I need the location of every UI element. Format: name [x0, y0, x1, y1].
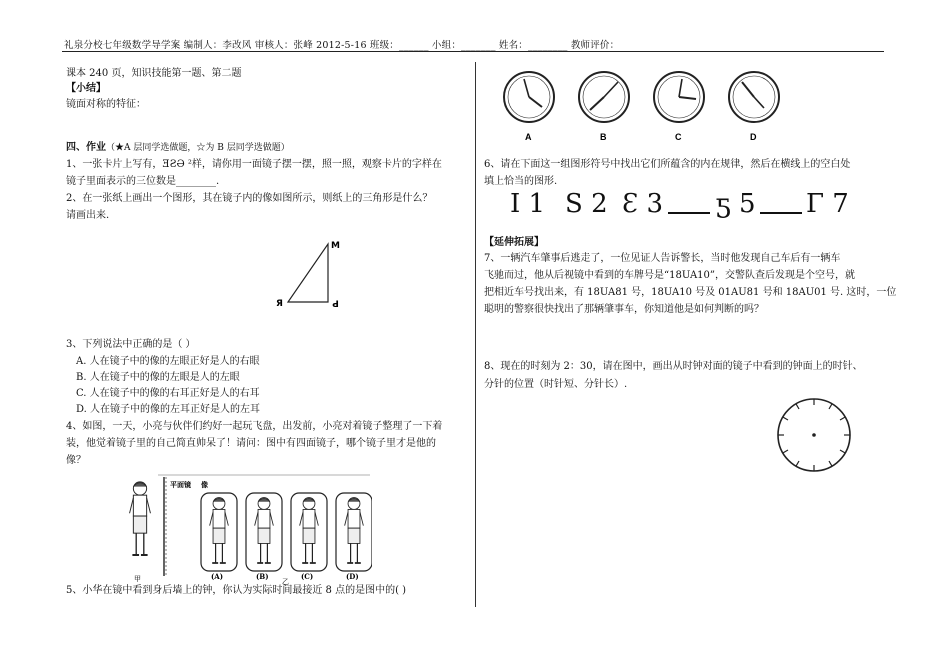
header-rule [62, 51, 884, 52]
option-c-label: (C) [301, 572, 314, 581]
triangle-label-right: Ԁ [332, 300, 339, 310]
plane-mirror-label: 平面镜 [170, 480, 191, 489]
clock-b [579, 72, 629, 122]
q6-symbol-2: S 2 [565, 189, 608, 219]
q4-line2: 装，他觉着镜子里的自己简直帅呆了！请问：图中有四面镜子，哪个镜子里才是他的 [66, 438, 436, 449]
image-label: 像 [201, 480, 208, 489]
q3-option-c: C. 人在镜子中的像的右耳正好是人的右耳 [76, 388, 260, 399]
mirror-figure-q4 [120, 473, 372, 585]
q5-line: 5、小华在镜中看到身后墙上的钟，你认为实际时间最接近 8 点的是图中的( ) [66, 585, 407, 596]
boy-figure [130, 482, 151, 555]
summary-title: 【小结】 [66, 83, 106, 94]
clock-d [729, 72, 779, 122]
figure-caption-yi: 乙 [282, 578, 289, 585]
textbook-reference: 课本 240 页，知识技能第一题、第二题 [66, 68, 242, 79]
option-a-panel [201, 493, 237, 571]
figure-label-jia: 甲 [134, 575, 141, 583]
summary-prompt: 镜面对称的特征： [66, 99, 146, 110]
clock-center-dot [812, 433, 816, 437]
q7-line2: 飞驰而过，他从后视镜中看到的车牌号是“18UA10”，交警队查后发现是个空号，就 [484, 270, 856, 281]
q7-line3: 把相近车号找出来，有 18UA81 号，18UA10 号及 01AU81 号和 18AU01 号. 这时，一位 [484, 287, 897, 298]
option-d-label: (D) [346, 572, 359, 581]
clock-a [504, 72, 554, 122]
q6-symbol-5: Γ 7 [806, 189, 849, 219]
option-b-panel [246, 493, 282, 571]
q6-line1: 6、请在下面这一组图形符号中找出它们所蕴含的内在规律，然后在横线上的空白处 [484, 159, 851, 170]
page-header: 礼泉分校七年级数学导学案 编制人：李改风 审核人：张峰 2012-5-16 班级：______ 小组：_______ 姓名：________ 教师评价： [64, 40, 620, 51]
q6-symbol-1: I 1 [510, 189, 546, 219]
clock-c [654, 72, 704, 122]
mirrored-triangle-figure [270, 236, 350, 314]
q4-line1: 4、如图，一天，小亮与伙伴们约好一起玩飞盘，出发前，小亮对着镜子整理了一下着 [66, 421, 443, 432]
q8-line1: 8、现在的时刻为 2：30，请在图中，画出从时钟对面的镜子中看到的钟面上的时针、 [484, 361, 863, 372]
mirror-clocks-q5 [496, 62, 786, 146]
q3-option-d: D. 人在镜子中的像的左耳正好是人的左耳 [76, 404, 261, 415]
triangle-shape [288, 244, 328, 302]
q6-line2: 填上恰当的图形. [484, 176, 558, 187]
q2-line1: 2、在一张纸上画出一个图形，其在镜子内的像如图所示，则纸上的三角形是什么？ [66, 193, 433, 204]
clock-c-label: C [675, 132, 682, 142]
homework-heading [66, 140, 466, 156]
q4-line3: 像？ [66, 455, 86, 466]
q6-blank-1 [668, 212, 710, 214]
q6-symbol-3: Ɛ 3 [622, 189, 664, 219]
triangle-label-top: M [331, 241, 340, 251]
q2-line2: 请画出来. [66, 210, 110, 221]
clock-b-label: B [600, 132, 607, 142]
clock-a-label: A [525, 132, 532, 142]
clock-d-label: D [750, 132, 757, 142]
q6-symbol-4: ƽ 5 [716, 189, 756, 219]
column-divider [475, 62, 476, 607]
q7-line1: 7、一辆汽车肇事后逃走了，一位见证人告诉警长，当时他发现自己车后有一辆车 [484, 253, 841, 264]
homework-note: （★A 层同学选做题，☆为 B 层同学选做题） [106, 143, 290, 153]
homework-title: 四、作业 [66, 142, 106, 153]
q1-line1: 1、一张卡片上写有，ƎƧƏ ²样，请你用一面镜子摆一摆，照一照，观察卡片的字样在 [66, 159, 442, 170]
q6-symbol-sequence [510, 188, 849, 220]
q3-option-a: A. 人在镜子中的像的左眼正好是人的右眼 [76, 356, 260, 367]
q3-stem: 3、下列说法中正确的是（ ） [66, 339, 196, 350]
option-a-label: (A) [211, 572, 224, 581]
q8-line2: 分针的位置（时针短、分针长）. [484, 379, 628, 390]
q7-line4: 聪明的警察很快找出了那辆肇事车，你知道他是如何判断的吗？ [484, 304, 764, 315]
blank-clock-q8 [774, 396, 854, 476]
triangle-label-left: Я [276, 299, 283, 309]
q1-line2: 镜子里面表示的三位数是________. [66, 176, 220, 187]
q6-blank-2 [760, 212, 802, 214]
option-b-label: (B) [256, 572, 269, 581]
option-c-panel [291, 493, 327, 571]
q3-option-b: B. 人在镜子中的像的左眼是人的左眼 [76, 372, 240, 383]
extension-title: 【延伸拓展】 [484, 237, 544, 248]
option-d-panel [336, 493, 372, 571]
